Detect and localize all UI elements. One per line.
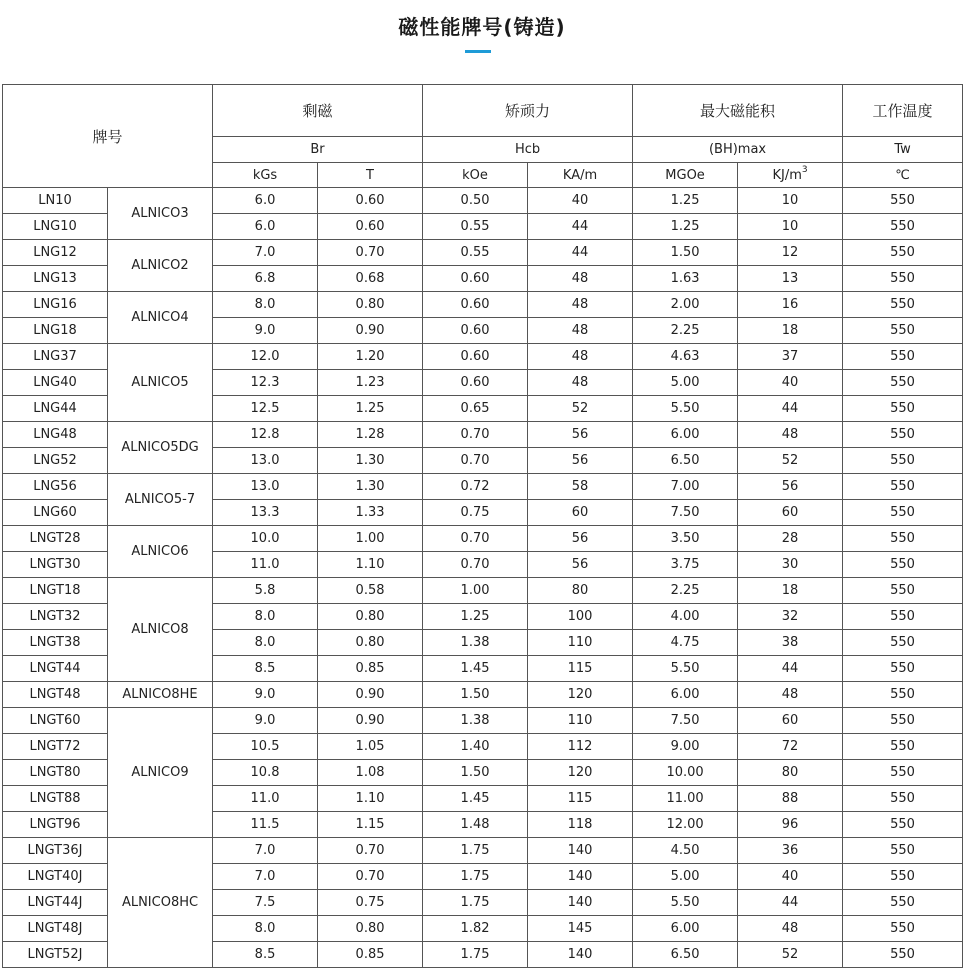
cell-working-temp: 550 (843, 734, 963, 760)
cell-br-kgs: 7.0 (213, 240, 318, 266)
cell-bhmax-mgoe: 7.00 (633, 474, 738, 500)
unit-kam: KA/m (528, 163, 633, 188)
cell-bhmax-mgoe: 6.50 (633, 448, 738, 474)
cell-hcb-koe: 1.50 (423, 682, 528, 708)
cell-hcb-koe: 1.50 (423, 760, 528, 786)
cell-bhmax-kjm3: 52 (738, 448, 843, 474)
cell-working-temp: 550 (843, 942, 963, 968)
cell-grade: LNG10 (3, 214, 108, 240)
table-row (3, 526, 963, 552)
cell-hcb-kam: 48 (528, 344, 633, 370)
table-row (3, 682, 963, 708)
table-row (3, 188, 963, 214)
cell-bhmax-mgoe: 5.00 (633, 864, 738, 890)
cell-bhmax-mgoe: 1.25 (633, 188, 738, 214)
cell-br-kgs: 10.5 (213, 734, 318, 760)
cell-hcb-kam: 140 (528, 942, 633, 968)
cell-bhmax-kjm3: 60 (738, 708, 843, 734)
cell-alnico-class: ALNICO4 (108, 292, 213, 344)
cell-hcb-kam: 48 (528, 318, 633, 344)
cell-grade: LNG16 (3, 292, 108, 318)
cell-br-t: 1.10 (318, 552, 423, 578)
cell-br-t: 1.08 (318, 760, 423, 786)
cell-hcb-kam: 140 (528, 838, 633, 864)
cell-bhmax-mgoe: 9.00 (633, 734, 738, 760)
cell-hcb-koe: 1.75 (423, 890, 528, 916)
cell-bhmax-mgoe: 6.00 (633, 682, 738, 708)
cell-working-temp: 550 (843, 526, 963, 552)
cell-bhmax-mgoe: 4.00 (633, 604, 738, 630)
cell-bhmax-mgoe: 5.00 (633, 370, 738, 396)
cell-bhmax-kjm3: 32 (738, 604, 843, 630)
cell-bhmax-kjm3: 12 (738, 240, 843, 266)
cell-working-temp: 550 (843, 708, 963, 734)
cell-br-kgs: 12.3 (213, 370, 318, 396)
cell-hcb-kam: 56 (528, 448, 633, 474)
cell-working-temp: 550 (843, 682, 963, 708)
cell-bhmax-mgoe: 7.50 (633, 500, 738, 526)
cell-hcb-kam: 60 (528, 500, 633, 526)
cell-hcb-kam: 44 (528, 214, 633, 240)
cell-br-t: 1.30 (318, 474, 423, 500)
table-row (3, 422, 963, 448)
cell-br-t: 0.80 (318, 630, 423, 656)
cell-bhmax-kjm3: 96 (738, 812, 843, 838)
cell-working-temp: 550 (843, 656, 963, 682)
cell-working-temp: 550 (843, 812, 963, 838)
cell-hcb-kam: 145 (528, 916, 633, 942)
cell-bhmax-kjm3: 52 (738, 942, 843, 968)
cell-hcb-kam: 140 (528, 890, 633, 916)
unit-t: T (318, 163, 423, 188)
cell-grade: LNGT48J (3, 916, 108, 942)
unit-celsius: ℃ (843, 163, 963, 188)
cell-br-kgs: 7.5 (213, 890, 318, 916)
cell-working-temp: 550 (843, 864, 963, 890)
cell-grade: LNGT36J (3, 838, 108, 864)
cell-br-t: 0.58 (318, 578, 423, 604)
cell-hcb-kam: 115 (528, 656, 633, 682)
cell-alnico-class: ALNICO2 (108, 240, 213, 292)
cell-bhmax-kjm3: 80 (738, 760, 843, 786)
cell-working-temp: 550 (843, 448, 963, 474)
cell-alnico-class: ALNICO9 (108, 708, 213, 838)
cell-br-t: 1.23 (318, 370, 423, 396)
cell-hcb-koe: 1.45 (423, 786, 528, 812)
cell-working-temp: 550 (843, 266, 963, 292)
cell-bhmax-mgoe: 1.50 (633, 240, 738, 266)
cell-bhmax-kjm3: 72 (738, 734, 843, 760)
cell-grade: LNG37 (3, 344, 108, 370)
cell-br-t: 0.60 (318, 214, 423, 240)
cell-alnico-class: ALNICO8 (108, 578, 213, 682)
cell-grade: LNG44 (3, 396, 108, 422)
table-row (3, 240, 963, 266)
cell-hcb-kam: 48 (528, 292, 633, 318)
cell-bhmax-kjm3: 40 (738, 864, 843, 890)
cell-bhmax-kjm3: 30 (738, 552, 843, 578)
cell-bhmax-mgoe: 2.00 (633, 292, 738, 318)
cell-alnico-class: ALNICO8HC (108, 838, 213, 968)
cell-hcb-kam: 115 (528, 786, 633, 812)
cell-bhmax-mgoe: 1.63 (633, 266, 738, 292)
cell-hcb-koe: 0.70 (423, 448, 528, 474)
cell-br-t: 1.15 (318, 812, 423, 838)
cell-alnico-class: ALNICO5 (108, 344, 213, 422)
cell-bhmax-mgoe: 2.25 (633, 318, 738, 344)
cell-bhmax-mgoe: 12.00 (633, 812, 738, 838)
cell-br-t: 1.10 (318, 786, 423, 812)
cell-grade: LNG13 (3, 266, 108, 292)
cell-hcb-koe: 1.38 (423, 708, 528, 734)
cell-br-kgs: 8.5 (213, 656, 318, 682)
cell-hcb-kam: 120 (528, 760, 633, 786)
header-hcb-symbol: Hcb (423, 137, 633, 163)
cell-br-t: 0.80 (318, 604, 423, 630)
cell-hcb-koe: 0.75 (423, 500, 528, 526)
cell-alnico-class: ALNICO5DG (108, 422, 213, 474)
cell-hcb-kam: 48 (528, 370, 633, 396)
cell-working-temp: 550 (843, 760, 963, 786)
cell-grade: LN10 (3, 188, 108, 214)
cell-working-temp: 550 (843, 500, 963, 526)
cell-grade: LNGT32 (3, 604, 108, 630)
header-bhmax-symbol: (BH)max (633, 137, 843, 163)
cell-br-kgs: 8.0 (213, 604, 318, 630)
cell-grade: LNG18 (3, 318, 108, 344)
cell-bhmax-kjm3: 88 (738, 786, 843, 812)
cell-hcb-kam: 112 (528, 734, 633, 760)
cell-bhmax-kjm3: 10 (738, 188, 843, 214)
cell-hcb-kam: 56 (528, 552, 633, 578)
cell-hcb-koe: 0.60 (423, 292, 528, 318)
cell-hcb-koe: 0.72 (423, 474, 528, 500)
cell-grade: LNGT60 (3, 708, 108, 734)
cell-br-kgs: 12.0 (213, 344, 318, 370)
cell-bhmax-kjm3: 10 (738, 214, 843, 240)
cell-hcb-koe: 0.70 (423, 552, 528, 578)
cell-bhmax-mgoe: 5.50 (633, 656, 738, 682)
cell-bhmax-kjm3: 36 (738, 838, 843, 864)
cell-working-temp: 550 (843, 578, 963, 604)
cell-working-temp: 550 (843, 292, 963, 318)
cell-hcb-koe: 1.40 (423, 734, 528, 760)
cell-br-kgs: 10.0 (213, 526, 318, 552)
unit-kjm3 (738, 163, 843, 188)
cell-br-t: 0.85 (318, 942, 423, 968)
table-row (3, 838, 963, 864)
cell-grade: LNG56 (3, 474, 108, 500)
unit-kjm-base: KJ/m (772, 167, 802, 183)
cell-working-temp: 550 (843, 240, 963, 266)
unit-kgs: kGs (213, 163, 318, 188)
cell-hcb-koe: 1.48 (423, 812, 528, 838)
cell-bhmax-mgoe: 1.25 (633, 214, 738, 240)
cell-grade: LNGT48 (3, 682, 108, 708)
cell-hcb-koe: 0.55 (423, 214, 528, 240)
cell-hcb-koe: 1.00 (423, 578, 528, 604)
header-br-symbol: Br (213, 137, 423, 163)
table-row (3, 344, 963, 370)
page-title: 磁性能牌号(铸造) (398, 15, 566, 39)
cell-br-t: 1.05 (318, 734, 423, 760)
header-max-energy: 最大磁能积 (633, 85, 843, 137)
cell-hcb-kam: 110 (528, 630, 633, 656)
header-tw-symbol: Tw (843, 137, 963, 163)
cell-br-t: 0.70 (318, 240, 423, 266)
cell-br-kgs: 8.0 (213, 916, 318, 942)
cell-bhmax-mgoe: 3.75 (633, 552, 738, 578)
cell-hcb-koe: 0.60 (423, 318, 528, 344)
cell-br-kgs: 9.0 (213, 682, 318, 708)
cell-bhmax-kjm3: 18 (738, 578, 843, 604)
cell-br-t: 0.90 (318, 708, 423, 734)
cell-working-temp: 550 (843, 370, 963, 396)
cell-working-temp: 550 (843, 188, 963, 214)
cell-working-temp: 550 (843, 630, 963, 656)
header-coercivity: 矫顽力 (423, 85, 633, 137)
cell-br-kgs: 8.5 (213, 942, 318, 968)
cell-bhmax-kjm3: 28 (738, 526, 843, 552)
cell-br-kgs: 5.8 (213, 578, 318, 604)
cell-grade: LNGT80 (3, 760, 108, 786)
unit-kjm-superscript: 3 (801, 164, 808, 175)
cell-grade: LNG60 (3, 500, 108, 526)
cell-br-kgs: 11.5 (213, 812, 318, 838)
cell-alnico-class: ALNICO8HE (108, 682, 213, 708)
cell-grade: LNGT44J (3, 890, 108, 916)
cell-hcb-kam: 80 (528, 578, 633, 604)
cell-bhmax-kjm3: 44 (738, 890, 843, 916)
cell-bhmax-mgoe: 5.50 (633, 890, 738, 916)
cell-grade: LNGT40J (3, 864, 108, 890)
cell-br-t: 0.80 (318, 292, 423, 318)
cell-hcb-koe: 1.25 (423, 604, 528, 630)
cell-hcb-koe: 0.70 (423, 422, 528, 448)
cell-br-t: 1.25 (318, 396, 423, 422)
cell-hcb-koe: 1.75 (423, 864, 528, 890)
cell-br-t: 0.68 (318, 266, 423, 292)
cell-br-t: 0.70 (318, 864, 423, 890)
cell-bhmax-mgoe: 6.00 (633, 422, 738, 448)
cell-working-temp: 550 (843, 318, 963, 344)
cell-hcb-kam: 52 (528, 396, 633, 422)
cell-bhmax-kjm3: 37 (738, 344, 843, 370)
cell-br-kgs: 13.0 (213, 448, 318, 474)
cell-bhmax-mgoe: 5.50 (633, 396, 738, 422)
cell-br-kgs: 6.0 (213, 214, 318, 240)
cell-br-t: 1.20 (318, 344, 423, 370)
cell-br-t: 0.85 (318, 656, 423, 682)
cell-br-t: 1.33 (318, 500, 423, 526)
cell-working-temp: 550 (843, 890, 963, 916)
cell-bhmax-mgoe: 4.75 (633, 630, 738, 656)
cell-br-t: 0.70 (318, 838, 423, 864)
cell-grade: LNGT38 (3, 630, 108, 656)
magnet-grades-table (2, 84, 963, 968)
cell-hcb-kam: 40 (528, 188, 633, 214)
cell-bhmax-mgoe: 11.00 (633, 786, 738, 812)
cell-hcb-koe: 0.50 (423, 188, 528, 214)
cell-br-t: 0.90 (318, 682, 423, 708)
cell-hcb-koe: 1.82 (423, 916, 528, 942)
cell-br-t: 0.60 (318, 188, 423, 214)
cell-hcb-kam: 56 (528, 422, 633, 448)
cell-bhmax-kjm3: 40 (738, 370, 843, 396)
cell-br-kgs: 9.0 (213, 708, 318, 734)
cell-hcb-koe: 0.55 (423, 240, 528, 266)
cell-working-temp: 550 (843, 344, 963, 370)
cell-br-kgs: 7.0 (213, 864, 318, 890)
cell-bhmax-mgoe: 6.00 (633, 916, 738, 942)
cell-working-temp: 550 (843, 838, 963, 864)
cell-working-temp: 550 (843, 474, 963, 500)
cell-bhmax-kjm3: 48 (738, 916, 843, 942)
cell-br-kgs: 11.0 (213, 786, 318, 812)
cell-bhmax-mgoe: 4.63 (633, 344, 738, 370)
cell-bhmax-mgoe: 4.50 (633, 838, 738, 864)
cell-br-t: 0.80 (318, 916, 423, 942)
cell-grade: LNGT44 (3, 656, 108, 682)
cell-hcb-kam: 48 (528, 266, 633, 292)
cell-grade: LNGT88 (3, 786, 108, 812)
cell-hcb-kam: 56 (528, 526, 633, 552)
cell-alnico-class: ALNICO3 (108, 188, 213, 240)
title-underline (465, 50, 491, 53)
cell-hcb-kam: 110 (528, 708, 633, 734)
table-row (3, 578, 963, 604)
cell-br-t: 1.00 (318, 526, 423, 552)
cell-bhmax-mgoe: 10.00 (633, 760, 738, 786)
cell-hcb-koe: 0.60 (423, 370, 528, 396)
cell-bhmax-kjm3: 44 (738, 396, 843, 422)
cell-grade: LNGT30 (3, 552, 108, 578)
table-row (3, 292, 963, 318)
table-row (3, 474, 963, 500)
cell-bhmax-kjm3: 18 (738, 318, 843, 344)
cell-alnico-class: ALNICO5-7 (108, 474, 213, 526)
cell-hcb-koe: 1.38 (423, 630, 528, 656)
cell-bhmax-kjm3: 60 (738, 500, 843, 526)
cell-working-temp: 550 (843, 422, 963, 448)
cell-alnico-class: ALNICO6 (108, 526, 213, 578)
cell-grade: LNGT52J (3, 942, 108, 968)
cell-grade: LNG12 (3, 240, 108, 266)
cell-grade: LNGT96 (3, 812, 108, 838)
cell-hcb-kam: 120 (528, 682, 633, 708)
cell-hcb-koe: 0.70 (423, 526, 528, 552)
cell-br-kgs: 6.0 (213, 188, 318, 214)
cell-br-kgs: 10.8 (213, 760, 318, 786)
cell-hcb-koe: 1.75 (423, 838, 528, 864)
cell-hcb-kam: 100 (528, 604, 633, 630)
cell-bhmax-kjm3: 56 (738, 474, 843, 500)
cell-grade: LNGT72 (3, 734, 108, 760)
cell-working-temp: 550 (843, 552, 963, 578)
cell-grade: LNGT28 (3, 526, 108, 552)
cell-hcb-kam: 118 (528, 812, 633, 838)
cell-grade: LNGT18 (3, 578, 108, 604)
cell-br-kgs: 13.0 (213, 474, 318, 500)
cell-hcb-kam: 44 (528, 240, 633, 266)
cell-bhmax-kjm3: 48 (738, 682, 843, 708)
cell-hcb-koe: 1.45 (423, 656, 528, 682)
cell-working-temp: 550 (843, 214, 963, 240)
cell-grade: LNG52 (3, 448, 108, 474)
cell-br-kgs: 13.3 (213, 500, 318, 526)
cell-grade: LNG40 (3, 370, 108, 396)
cell-br-kgs: 12.8 (213, 422, 318, 448)
cell-br-kgs: 8.0 (213, 630, 318, 656)
cell-br-kgs: 7.0 (213, 838, 318, 864)
cell-bhmax-kjm3: 44 (738, 656, 843, 682)
cell-hcb-koe: 0.65 (423, 396, 528, 422)
header-working-temp: 工作温度 (843, 85, 963, 137)
cell-working-temp: 550 (843, 916, 963, 942)
cell-hcb-kam: 58 (528, 474, 633, 500)
unit-mgoe: MGOe (633, 163, 738, 188)
cell-br-t: 1.30 (318, 448, 423, 474)
cell-bhmax-mgoe: 7.50 (633, 708, 738, 734)
unit-koe: kOe (423, 163, 528, 188)
header-remanence: 剩磁 (213, 85, 423, 137)
cell-working-temp: 550 (843, 396, 963, 422)
header-grade: 牌号 (3, 85, 213, 188)
cell-br-kgs: 6.8 (213, 266, 318, 292)
cell-working-temp: 550 (843, 786, 963, 812)
cell-bhmax-kjm3: 16 (738, 292, 843, 318)
cell-bhmax-kjm3: 13 (738, 266, 843, 292)
cell-bhmax-kjm3: 38 (738, 630, 843, 656)
cell-br-t: 0.75 (318, 890, 423, 916)
cell-br-kgs: 11.0 (213, 552, 318, 578)
cell-br-t: 0.90 (318, 318, 423, 344)
cell-hcb-koe: 0.60 (423, 344, 528, 370)
cell-br-kgs: 12.5 (213, 396, 318, 422)
cell-br-kgs: 9.0 (213, 318, 318, 344)
table-body (3, 188, 963, 968)
table-row (3, 708, 963, 734)
cell-bhmax-mgoe: 2.25 (633, 578, 738, 604)
cell-working-temp: 550 (843, 604, 963, 630)
cell-bhmax-kjm3: 48 (738, 422, 843, 448)
cell-bhmax-mgoe: 3.50 (633, 526, 738, 552)
cell-grade: LNG48 (3, 422, 108, 448)
cell-br-kgs: 8.0 (213, 292, 318, 318)
cell-hcb-koe: 0.60 (423, 266, 528, 292)
cell-hcb-kam: 140 (528, 864, 633, 890)
cell-hcb-koe: 1.75 (423, 942, 528, 968)
cell-br-t: 1.28 (318, 422, 423, 448)
cell-bhmax-mgoe: 6.50 (633, 942, 738, 968)
